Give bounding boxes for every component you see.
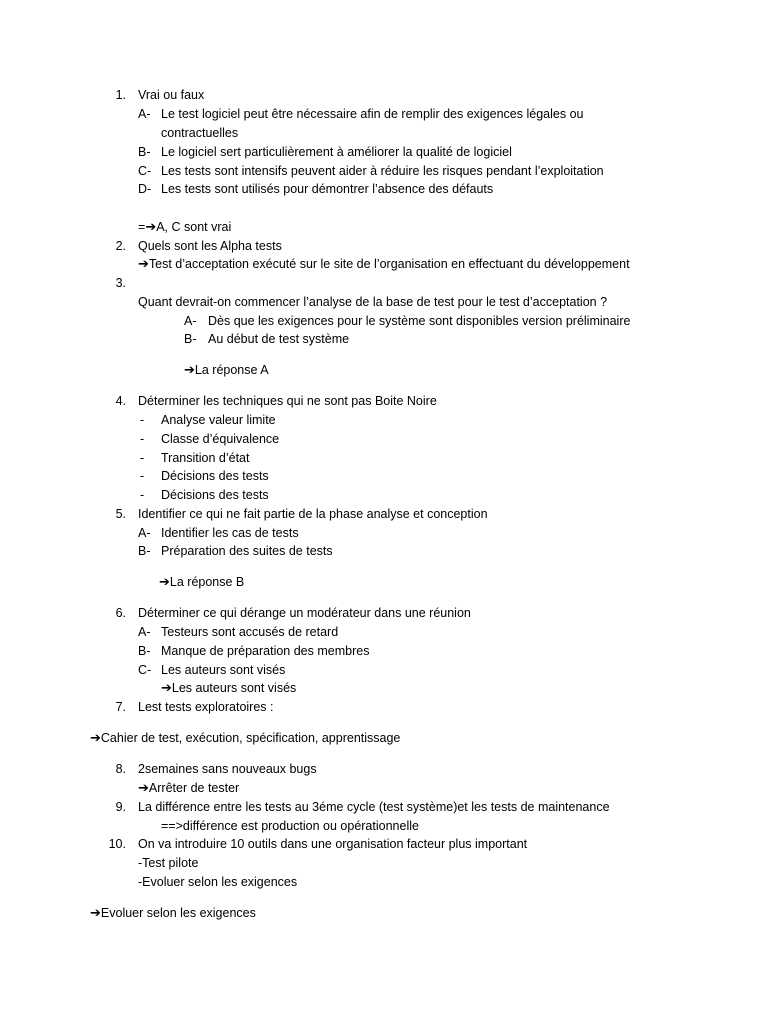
bullet-dash: - — [140, 451, 145, 465]
answer-text: Les auteurs sont visés — [171, 681, 297, 695]
option-mark: C- — [138, 663, 152, 677]
list-item: Décisions des tests — [161, 488, 269, 502]
question-3-number: 3. — [115, 276, 126, 290]
bullet-dash: - — [140, 432, 145, 446]
arrow-icon: ➔ — [90, 906, 101, 921]
bullet-dash: - — [140, 413, 145, 427]
answer-line — [184, 362, 269, 379]
arrow-icon: ➔ — [138, 781, 149, 796]
question-10-title: On va introduire 10 outils dans une organisation facteur plus important — [138, 837, 528, 851]
option-mark: B- — [138, 544, 151, 558]
list-item: Décisions des tests — [161, 469, 269, 483]
option-mark: A- — [138, 625, 151, 639]
question-7-number: 7. — [115, 700, 126, 714]
option-text: Le test logiciel peut être nécessaire afin de remplir des exigences légales ou — [161, 107, 584, 121]
list-item: Classe d’équivalence — [161, 432, 280, 446]
answer-text: ==>différence est production ou opérationnelle — [161, 819, 419, 833]
option-text: Les tests sont intensifs peuvent aider à réduire les risques pendant l’exploitation — [161, 164, 604, 178]
answer-line — [90, 730, 400, 747]
question-4-title: Déterminer les techniques qui ne sont pas Boite Noire — [138, 394, 437, 408]
option-mark: A- — [184, 314, 197, 328]
answer-text: Cahier de test, exécution, spécification, apprentissage — [100, 731, 401, 745]
question-6-title: Déterminer ce qui dérange un modérateur dans une réunion — [138, 606, 471, 620]
option-text-continuation: contractuelles — [161, 126, 239, 140]
list-item: -Evoluer selon les exigences — [138, 875, 298, 889]
option-text: Préparation des suites de tests — [161, 544, 333, 558]
option-mark: B- — [138, 644, 151, 658]
option-text: Dès que les exigences pour le système sont disponibles version préliminaire — [208, 314, 631, 328]
arrow-icon: ➔ — [184, 363, 195, 378]
option-mark: A- — [138, 526, 151, 540]
list-item: -Test pilote — [138, 856, 199, 870]
option-text: Les tests sont utilisés pour démontrer l’absence des défauts — [161, 182, 494, 196]
option-mark: C- — [138, 164, 152, 178]
bullet-dash: - — [140, 469, 145, 483]
option-mark: D- — [138, 182, 152, 196]
arrow-icon: ➔ — [159, 575, 170, 590]
question-6-number: 6. — [115, 606, 126, 620]
bullet-dash: - — [140, 488, 145, 502]
question-4-number: 4. — [115, 394, 126, 408]
question-8-number: 8. — [115, 762, 126, 776]
answer-text: Evoluer selon les exigences — [100, 906, 256, 920]
question-1-number: 1. — [115, 88, 126, 102]
answer-text: Arrêter de tester — [148, 781, 240, 795]
question-9-title: La différence entre les tests au 3éme cycle (test système)et les tests de maintenance — [138, 800, 610, 814]
list-item: Transition d’état — [161, 451, 250, 465]
option-text: Les auteurs sont visés — [161, 663, 286, 677]
answer-line — [90, 905, 256, 922]
question-8-title: 2semaines sans nouveaux bugs — [138, 762, 317, 776]
arrow-icon: ➔ — [145, 220, 157, 235]
option-text: Le logiciel sert particulièrement à améliorer la qualité de logiciel — [161, 145, 512, 159]
answer-text: A, C sont vrai — [156, 220, 232, 234]
answer-prefix: = — [138, 220, 146, 234]
option-text: Au début de test système — [208, 332, 350, 346]
option-mark: B- — [184, 332, 197, 346]
answer-text: La réponse B — [169, 575, 245, 589]
arrow-icon: ➔ — [138, 257, 149, 272]
question-2-title: Quels sont les Alpha tests — [138, 239, 282, 253]
question-2-number: 2. — [115, 239, 126, 253]
arrow-icon: ➔ — [161, 681, 172, 696]
option-text: Testeurs sont accusés de retard — [161, 625, 339, 639]
option-mark: B- — [138, 145, 151, 159]
option-mark: A- — [138, 107, 151, 121]
answer-line — [159, 574, 244, 591]
arrow-icon: ➔ — [90, 731, 101, 746]
list-item: Analyse valeur limite — [161, 413, 276, 427]
answer-text: Test d’acceptation exécuté sur le site de l’organisation en effectuant du développement — [148, 257, 630, 271]
answer-line — [138, 219, 231, 236]
question-3-title: Quant devrait-on commencer l’analyse de la base de test pour le test d’acceptation ? — [138, 295, 608, 309]
option-text: Identifier les cas de tests — [161, 526, 299, 540]
answer-line — [138, 256, 630, 273]
question-1-title: Vrai ou faux — [138, 88, 205, 102]
answer-line — [161, 680, 296, 697]
question-9-number: 9. — [115, 800, 126, 814]
question-5-title: Identifier ce qui ne fait partie de la phase analyse et conception — [138, 507, 488, 521]
option-text: Manque de préparation des membres — [161, 644, 370, 658]
answer-line — [138, 780, 239, 797]
answer-text: La réponse A — [194, 363, 269, 377]
question-10-number: 10. — [108, 837, 126, 851]
question-7-title: Lest tests exploratoires : — [138, 700, 274, 714]
question-5-number: 5. — [115, 507, 126, 521]
